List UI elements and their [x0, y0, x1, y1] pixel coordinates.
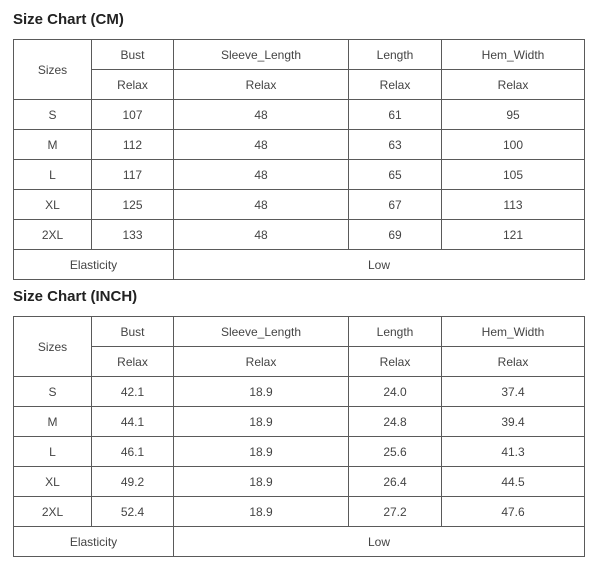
sizes-header: Sizes [14, 40, 92, 100]
bust-header: Bust [92, 40, 174, 70]
bust-cell: 107 [92, 100, 174, 130]
table-row [14, 100, 585, 130]
table-row [14, 220, 585, 250]
hem-width-cell: 121 [442, 220, 585, 250]
hem-width-cell: 113 [442, 190, 585, 220]
length-cell: 63 [349, 130, 442, 160]
sleeve-length-cell: 18.9 [174, 377, 349, 407]
sleeve-length-cell: 48 [174, 220, 349, 250]
table-row [14, 190, 585, 220]
size-chart-inch-title: Size Chart (INCH) [13, 288, 138, 305]
sleeve-length-subheader: Relax [174, 347, 349, 377]
sleeve-length-cell: 48 [174, 190, 349, 220]
table-row [14, 407, 585, 437]
size-chart-cm-title: Size Chart (CM) [13, 11, 124, 28]
hem-width-cell: 41.3 [442, 437, 585, 467]
bust-header: Bust [92, 317, 174, 347]
hem-width-subheader: Relax [442, 347, 585, 377]
subheader-row [14, 347, 585, 377]
sleeve-length-cell: 18.9 [174, 407, 349, 437]
sizes-header: Sizes [14, 317, 92, 377]
hem-width-subheader: Relax [442, 70, 585, 100]
table-row [14, 437, 585, 467]
length-cell: 25.6 [349, 437, 442, 467]
sleeve-length-cell: 48 [174, 100, 349, 130]
table-row [14, 160, 585, 190]
sleeve-length-cell: 48 [174, 160, 349, 190]
hem-width-cell: 44.5 [442, 467, 585, 497]
bust-cell: 44.1 [92, 407, 174, 437]
size-cell: L [14, 437, 92, 467]
size-cell: 2XL [14, 220, 92, 250]
sleeve-length-cell: 18.9 [174, 437, 349, 467]
elasticity-label: Elasticity [14, 527, 174, 557]
length-cell: 67 [349, 190, 442, 220]
size-cell: S [14, 100, 92, 130]
subheader-row [14, 70, 585, 100]
bust-cell: 125 [92, 190, 174, 220]
sleeve-length-header: Sleeve_Length [174, 40, 349, 70]
hem-width-header: Hem_Width [442, 317, 585, 347]
hem-width-header: Hem_Width [442, 40, 585, 70]
elasticity-row [14, 527, 585, 557]
size-cell: S [14, 377, 92, 407]
size-cell: XL [14, 190, 92, 220]
length-header: Length [349, 317, 442, 347]
bust-cell: 117 [92, 160, 174, 190]
length-cell: 24.8 [349, 407, 442, 437]
hem-width-cell: 37.4 [442, 377, 585, 407]
size-cell: M [14, 130, 92, 160]
bust-subheader: Relax [92, 70, 174, 100]
length-cell: 69 [349, 220, 442, 250]
hem-width-cell: 47.6 [442, 497, 585, 527]
bust-cell: 133 [92, 220, 174, 250]
size-cell: L [14, 160, 92, 190]
header-row [14, 40, 585, 70]
length-cell: 26.4 [349, 467, 442, 497]
size-cell: 2XL [14, 497, 92, 527]
length-cell: 24.0 [349, 377, 442, 407]
bust-cell: 46.1 [92, 437, 174, 467]
hem-width-cell: 39.4 [442, 407, 585, 437]
size-cell: M [14, 407, 92, 437]
hem-width-cell: 95 [442, 100, 585, 130]
sleeve-length-header: Sleeve_Length [174, 317, 349, 347]
length-subheader: Relax [349, 70, 442, 100]
length-cell: 27.2 [349, 497, 442, 527]
length-cell: 61 [349, 100, 442, 130]
table-row [14, 130, 585, 160]
size-chart-inch-table [13, 316, 585, 557]
elasticity-value: Low [174, 250, 585, 280]
elasticity-label: Elasticity [14, 250, 174, 280]
bust-cell: 112 [92, 130, 174, 160]
hem-width-cell: 105 [442, 160, 585, 190]
length-header: Length [349, 40, 442, 70]
elasticity-row [14, 250, 585, 280]
sleeve-length-cell: 18.9 [174, 497, 349, 527]
bust-cell: 52.4 [92, 497, 174, 527]
bust-cell: 49.2 [92, 467, 174, 497]
sleeve-length-cell: 48 [174, 130, 349, 160]
sleeve-length-cell: 18.9 [174, 467, 349, 497]
size-chart-cm-table [13, 39, 585, 280]
sleeve-length-subheader: Relax [174, 70, 349, 100]
bust-subheader: Relax [92, 347, 174, 377]
hem-width-cell: 100 [442, 130, 585, 160]
length-cell: 65 [349, 160, 442, 190]
bust-cell: 42.1 [92, 377, 174, 407]
elasticity-value: Low [174, 527, 585, 557]
size-cell: XL [14, 467, 92, 497]
table-row [14, 377, 585, 407]
table-row [14, 497, 585, 527]
length-subheader: Relax [349, 347, 442, 377]
table-row [14, 467, 585, 497]
header-row [14, 317, 585, 347]
